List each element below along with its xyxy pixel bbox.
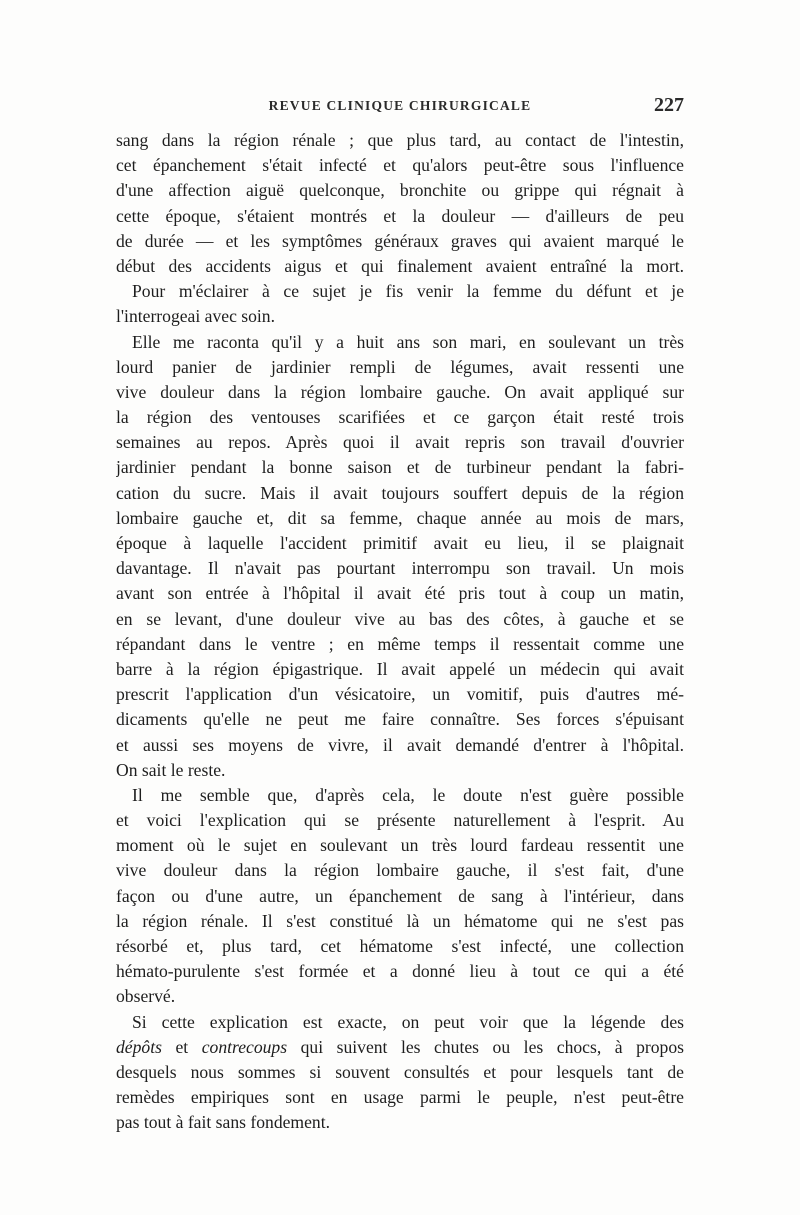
text-line: façon ou d'une autre, un épanchement de sang à l'intérieur, dans — [116, 885, 684, 906]
text-line: dicaments qu'elle ne peut me faire connaître. Ses forces s'épuisant — [116, 709, 684, 730]
text-line: vive douleur dans la région lombaire gauche, il s'est fait, d'une — [116, 860, 684, 881]
page-number: 227 — [654, 94, 684, 116]
text-line-with-italics — [116, 1035, 684, 1060]
text-line: lourd panier de jardinier rempli de légumes, avait ressenti une — [116, 356, 684, 377]
body-text — [116, 128, 684, 1136]
text-line: barre à la région épigastrique. Il avait appelé un médecin qui avait — [116, 658, 684, 679]
text-fragment: et — [161, 1036, 202, 1057]
text-line: On sait le reste. — [116, 759, 226, 780]
text-line: et aussi ses moyens de vivre, il avait demandé d'entrer à l'hôpital. — [116, 734, 684, 755]
text-line: remèdes empiriques sont en usage parmi le peuple, n'est peut-être — [116, 1087, 684, 1108]
text-line: avant son entrée à l'hôpital il avait été pris tout à coup un matin, — [116, 583, 684, 604]
text-line: la région des ventouses scarifiées et ce garçon était resté trois — [116, 407, 684, 428]
text-line: début des accidents aigus et qui finalement avaient entraîné la mort. — [116, 255, 684, 276]
text-line: lombaire gauche et, dit sa femme, chaque année au mois de mars, — [116, 507, 684, 528]
text-line: et voici l'explication qui se présente naturellement à l'esprit. Au — [116, 810, 684, 831]
text-line: sang dans la région rénale ; que plus tard, au contact de l'intestin, — [116, 130, 684, 150]
text-line: prescrit l'application d'un vésicatoire, un vomitif, puis d'autres mé- — [116, 684, 684, 705]
text-line: de durée — et les symptômes généraux graves qui avaient marqué le — [116, 230, 684, 251]
text-line: desquels nous sommes si souvent consultés et pour lesquels tant de — [116, 1061, 684, 1082]
text-fragment: qui suivent les chutes ou les chocs, à propos — [287, 1036, 684, 1057]
text-line: Il me semble que, d'après cela, le doute n'est guère possible — [132, 784, 684, 805]
text-line: davantage. Il n'avait pas pourtant interrompu son travail. Un mois — [116, 558, 684, 579]
text-line: semaines au repos. Après quoi il avait repris son travail d'ouvrier — [116, 432, 684, 453]
text-line: pas tout à fait sans fondement. — [116, 1112, 331, 1133]
text-line: résorbé et, plus tard, cet hématome s'est infecté, une collection — [116, 936, 684, 956]
text-line: Elle me raconta qu'il y a huit ans son mari, en soulevant un très — [132, 331, 684, 352]
text-line: Si cette explication est exacte, on peut voir que la légende des — [132, 1011, 684, 1032]
running-head: REVUE CLINIQUE CHIRURGICALE — [268, 98, 532, 113]
text-line: la région rénale. Il s'est constitué là un hématome qui ne s'est pas — [116, 910, 684, 931]
text-line: l'interrogeai avec soin. — [116, 306, 276, 327]
text-line: moment où le sujet en soulevant un très lourd fardeau ressentit une — [116, 835, 684, 856]
text-line: cet épanchement s'était infecté et qu'alors peut-être sous l'influence — [116, 155, 684, 176]
text-line: cation du sucre. Mais il avait toujours souffert depuis de la région — [116, 482, 684, 503]
text-line: hémato-purulente s'est formée et a donné lieu à tout ce qui a été — [116, 961, 684, 982]
text-line: jardinier pendant la bonne saison et de turbineur pendant la fabri- — [116, 457, 684, 478]
text-line: en se levant, d'une douleur vive au bas des côtes, à gauche et se — [116, 608, 684, 629]
italic-term: contrecoups — [201, 1036, 288, 1057]
text-line: d'une affection aiguë quelconque, bronchite ou grippe qui régnait à — [116, 180, 684, 201]
text-line: Pour m'éclairer à ce sujet je fis venir la femme du défunt et je — [132, 281, 684, 302]
text-line: vive douleur dans la région lombaire gauche. On avait appliqué sur — [116, 381, 684, 402]
page-header — [116, 94, 684, 122]
italic-term: dépôts — [116, 1036, 162, 1057]
text-line: observé. — [116, 986, 176, 1007]
text-line: cette époque, s'étaient montrés et la douleur — d'ailleurs de peu — [116, 205, 684, 226]
text-line: époque à laquelle l'accident primitif avait eu lieu, il se plaignait — [116, 533, 684, 553]
text-line: répandant dans le ventre ; en même temps il ressentait comme une — [116, 633, 684, 654]
